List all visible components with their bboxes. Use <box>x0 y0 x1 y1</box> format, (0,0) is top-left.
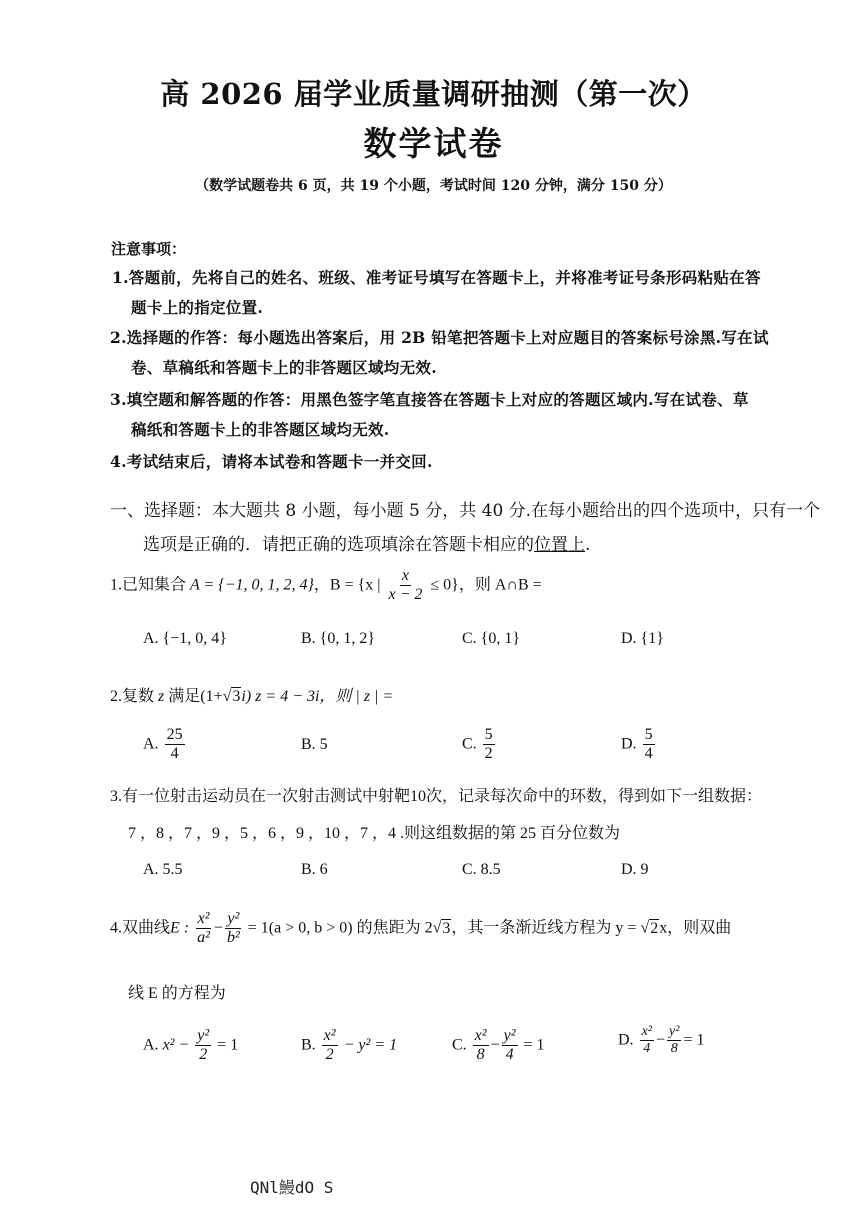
q2-text-2: i) z = 4 − 3i，则 | z | = <box>241 688 394 705</box>
q4-c-den2: 4 <box>505 1046 514 1064</box>
q4-option-c-post: = 1 <box>523 1036 545 1054</box>
q4-f1-num: x² <box>196 910 212 929</box>
q2-sqrt-arg: 3 <box>232 688 241 705</box>
q4-option-a-label: A. <box>143 1036 159 1054</box>
section-1-line-2-underlined: 位置上 <box>534 535 585 555</box>
q4-f2-num: y² <box>225 910 241 929</box>
q1-fraction <box>386 567 424 605</box>
q4-option-d-fraction-2 <box>667 1024 681 1057</box>
q1-option-b: B. {0, 1, 2} <box>301 630 376 647</box>
q4-a-num: y² <box>195 1027 211 1046</box>
note-3-line-2: 稿纸和答题卡上的非答题区域均无效. <box>131 420 390 439</box>
q2-a-num: 25 <box>165 726 185 745</box>
q4-c-den1: 8 <box>476 1046 485 1064</box>
q4-option-b-post: − y² = 1 <box>343 1036 398 1054</box>
q2-option-c-label: C. <box>462 735 477 753</box>
q2-sqrt-sign: √ <box>222 688 232 705</box>
question-2 <box>110 683 393 706</box>
q4-d-den2: 8 <box>670 1041 678 1057</box>
q2-text-1: 满足(1+ <box>168 688 223 705</box>
question-4-line-1 <box>110 910 731 948</box>
q4-option-d-label: D. <box>618 1031 634 1049</box>
q4-option-d-fraction-1 <box>640 1024 654 1057</box>
q4-cond: = 1(a > 0, b > 0) 的焦距为 2 <box>247 919 433 937</box>
q4-sqrt3-arg: 3 <box>442 919 451 937</box>
note-4: 4.考试结束后，请将本试卷和答题卡一并交回. <box>110 452 433 471</box>
q1-option-a: A. {−1, 0, 4} <box>143 630 227 647</box>
q2-option-d-label: D. <box>621 735 637 753</box>
q2-option-b-label: B. <box>301 736 316 753</box>
q4-option-c-fraction-2 <box>502 1027 518 1065</box>
q4-option-d-post: = 1 <box>683 1031 705 1049</box>
q4-option-a-pre: x² − <box>162 1036 190 1054</box>
q2-option-c <box>462 726 497 764</box>
q4-sqrt2-sign: √ <box>640 919 650 937</box>
q4-sqrt2-arg: 2 <box>650 919 659 937</box>
question-1 <box>110 567 542 605</box>
q4-d-den1: 4 <box>643 1041 651 1057</box>
q1-prefix: 1.已知集合 <box>110 576 187 594</box>
q2-option-b <box>301 736 328 754</box>
q2-option-c-fraction <box>483 726 495 764</box>
q2-z: z <box>158 688 165 705</box>
q4-option-a <box>143 1027 238 1065</box>
q4-option-a-fraction <box>195 1027 211 1065</box>
q4-d-num2: y² <box>667 1024 681 1041</box>
section-1-line-2 <box>143 530 590 555</box>
q2-option-d <box>621 726 657 764</box>
q4-option-a-post: = 1 <box>217 1036 239 1054</box>
q2-d-num: 5 <box>643 726 655 745</box>
q4-asym: ，其一条渐近线方程为 y = <box>451 919 637 937</box>
q4-option-d-minus: − <box>655 1031 666 1049</box>
note-1-line-1: 1.答题前，先将自己的姓名、班级、准考证号填写在答题卡上，并将准考证号条形码粘贴在答 <box>112 268 761 287</box>
q2-d-den: 4 <box>644 745 653 763</box>
q2-prefix: 2.复数 <box>110 688 155 705</box>
q4-option-c-fraction-1 <box>473 1027 489 1065</box>
q1-option-d: D. {1} <box>621 630 664 647</box>
section-1-line-2-text: 选项是正确的．请把正确的选项填涂在答题卡相应的 <box>143 535 534 555</box>
q4-sqrt3-sign: √ <box>432 919 442 937</box>
q1-option-c: C. {0, 1} <box>462 630 521 647</box>
page-footer-mark: QNl鰻dO S <box>250 1178 334 1197</box>
question-3-line-2: 7 ，8 ，7 ，9 ，5 ，6 ，9 ，10 ，7 ，4 .则这组数据的第 25 百分位数为 <box>128 825 621 842</box>
q4-prefix: 4.双曲线 <box>110 919 171 937</box>
q3-option-d: D. 9 <box>621 861 649 878</box>
q2-a-den: 4 <box>170 745 179 763</box>
q1-frac-num: x <box>400 567 411 586</box>
section-1-line-1: 一、选择题：本大题共 8 小题，每小题 5 分，共 40 分.在每小题给出的四个选项中，只有一个 <box>110 501 821 521</box>
note-3-line-1: 3.填空题和解答题的作答：用黑色签字笔直接答在答题卡上对应的答题区域内.写在试卷、草 <box>110 390 749 409</box>
q4-minus: − <box>213 919 223 937</box>
q3-option-a: A. 5.5 <box>143 861 183 878</box>
q4-tail: x，则双曲 <box>659 919 732 937</box>
q4-option-c-minus: − <box>490 1036 500 1054</box>
q2-option-a <box>143 726 187 764</box>
q4-d-num1: x² <box>640 1024 654 1041</box>
q1-frac-den: x − 2 <box>388 586 423 604</box>
q1-after: ≤ 0}，则 A∩B = <box>430 576 542 594</box>
q4-b-den: 2 <box>325 1046 334 1064</box>
q4-option-b-fraction <box>322 1027 338 1065</box>
q4-f1-den: a² <box>197 929 210 947</box>
q4-c-num1: x² <box>473 1027 489 1046</box>
q4-option-c-label: C. <box>452 1036 467 1054</box>
q4-frac-2 <box>225 910 242 948</box>
q2-option-b-value: 5 <box>319 736 328 753</box>
q4-e: E : <box>170 919 190 937</box>
q2-option-a-label: A. <box>143 735 159 753</box>
section-1-line-2-end: . <box>585 535 591 555</box>
exam-info: （数学试题卷共 6 页，共 19 个小题，考试时间 120 分钟，满分 150 分） <box>195 178 672 194</box>
q2-c-num: 5 <box>483 726 495 745</box>
q4-c-num2: y² <box>502 1027 518 1046</box>
q2-option-a-fraction <box>165 726 185 764</box>
note-2-line-2: 卷、草稿纸和答题卡上的非答题区域均无效. <box>131 358 437 377</box>
q4-option-b-label: B. <box>301 1036 316 1054</box>
notes-heading: 注意事项： <box>111 240 187 258</box>
page-title: 高 2026 届学业质量调研抽测（第一次） <box>160 77 707 111</box>
q3-option-b: B. 6 <box>301 861 328 878</box>
q4-b-num: x² <box>322 1027 338 1046</box>
subject-title: 数学试卷 <box>363 124 504 163</box>
q3-option-c: C. 8.5 <box>462 861 501 878</box>
question-4-line-2: 线 E 的方程为 <box>128 985 226 1002</box>
q2-option-d-fraction <box>643 726 655 764</box>
note-1-line-2: 题卡上的指定位置. <box>131 298 264 317</box>
q2-c-den: 2 <box>484 745 493 763</box>
q4-f2-den: b² <box>226 929 240 947</box>
q4-frac-1 <box>195 910 212 948</box>
q1-mid: ，B = {x | <box>313 576 381 594</box>
q4-a-den: 2 <box>199 1046 208 1064</box>
note-2-line-1: 2.选择题的作答：每小题选出答案后，用 2B 铅笔把答题卡上对应题目的答案标号涂黑.写在试 <box>110 328 769 347</box>
q4-option-d <box>618 1024 704 1057</box>
q4-option-b <box>301 1027 397 1065</box>
question-3-line-1: 3.有一位射击运动员在一次射击测试中射靶10次，记录每次命中的环数，得到如下一组数据： <box>110 788 763 805</box>
q4-option-c <box>452 1027 545 1065</box>
q1-set-a: A = {−1, 0, 1, 2, 4} <box>190 576 314 594</box>
